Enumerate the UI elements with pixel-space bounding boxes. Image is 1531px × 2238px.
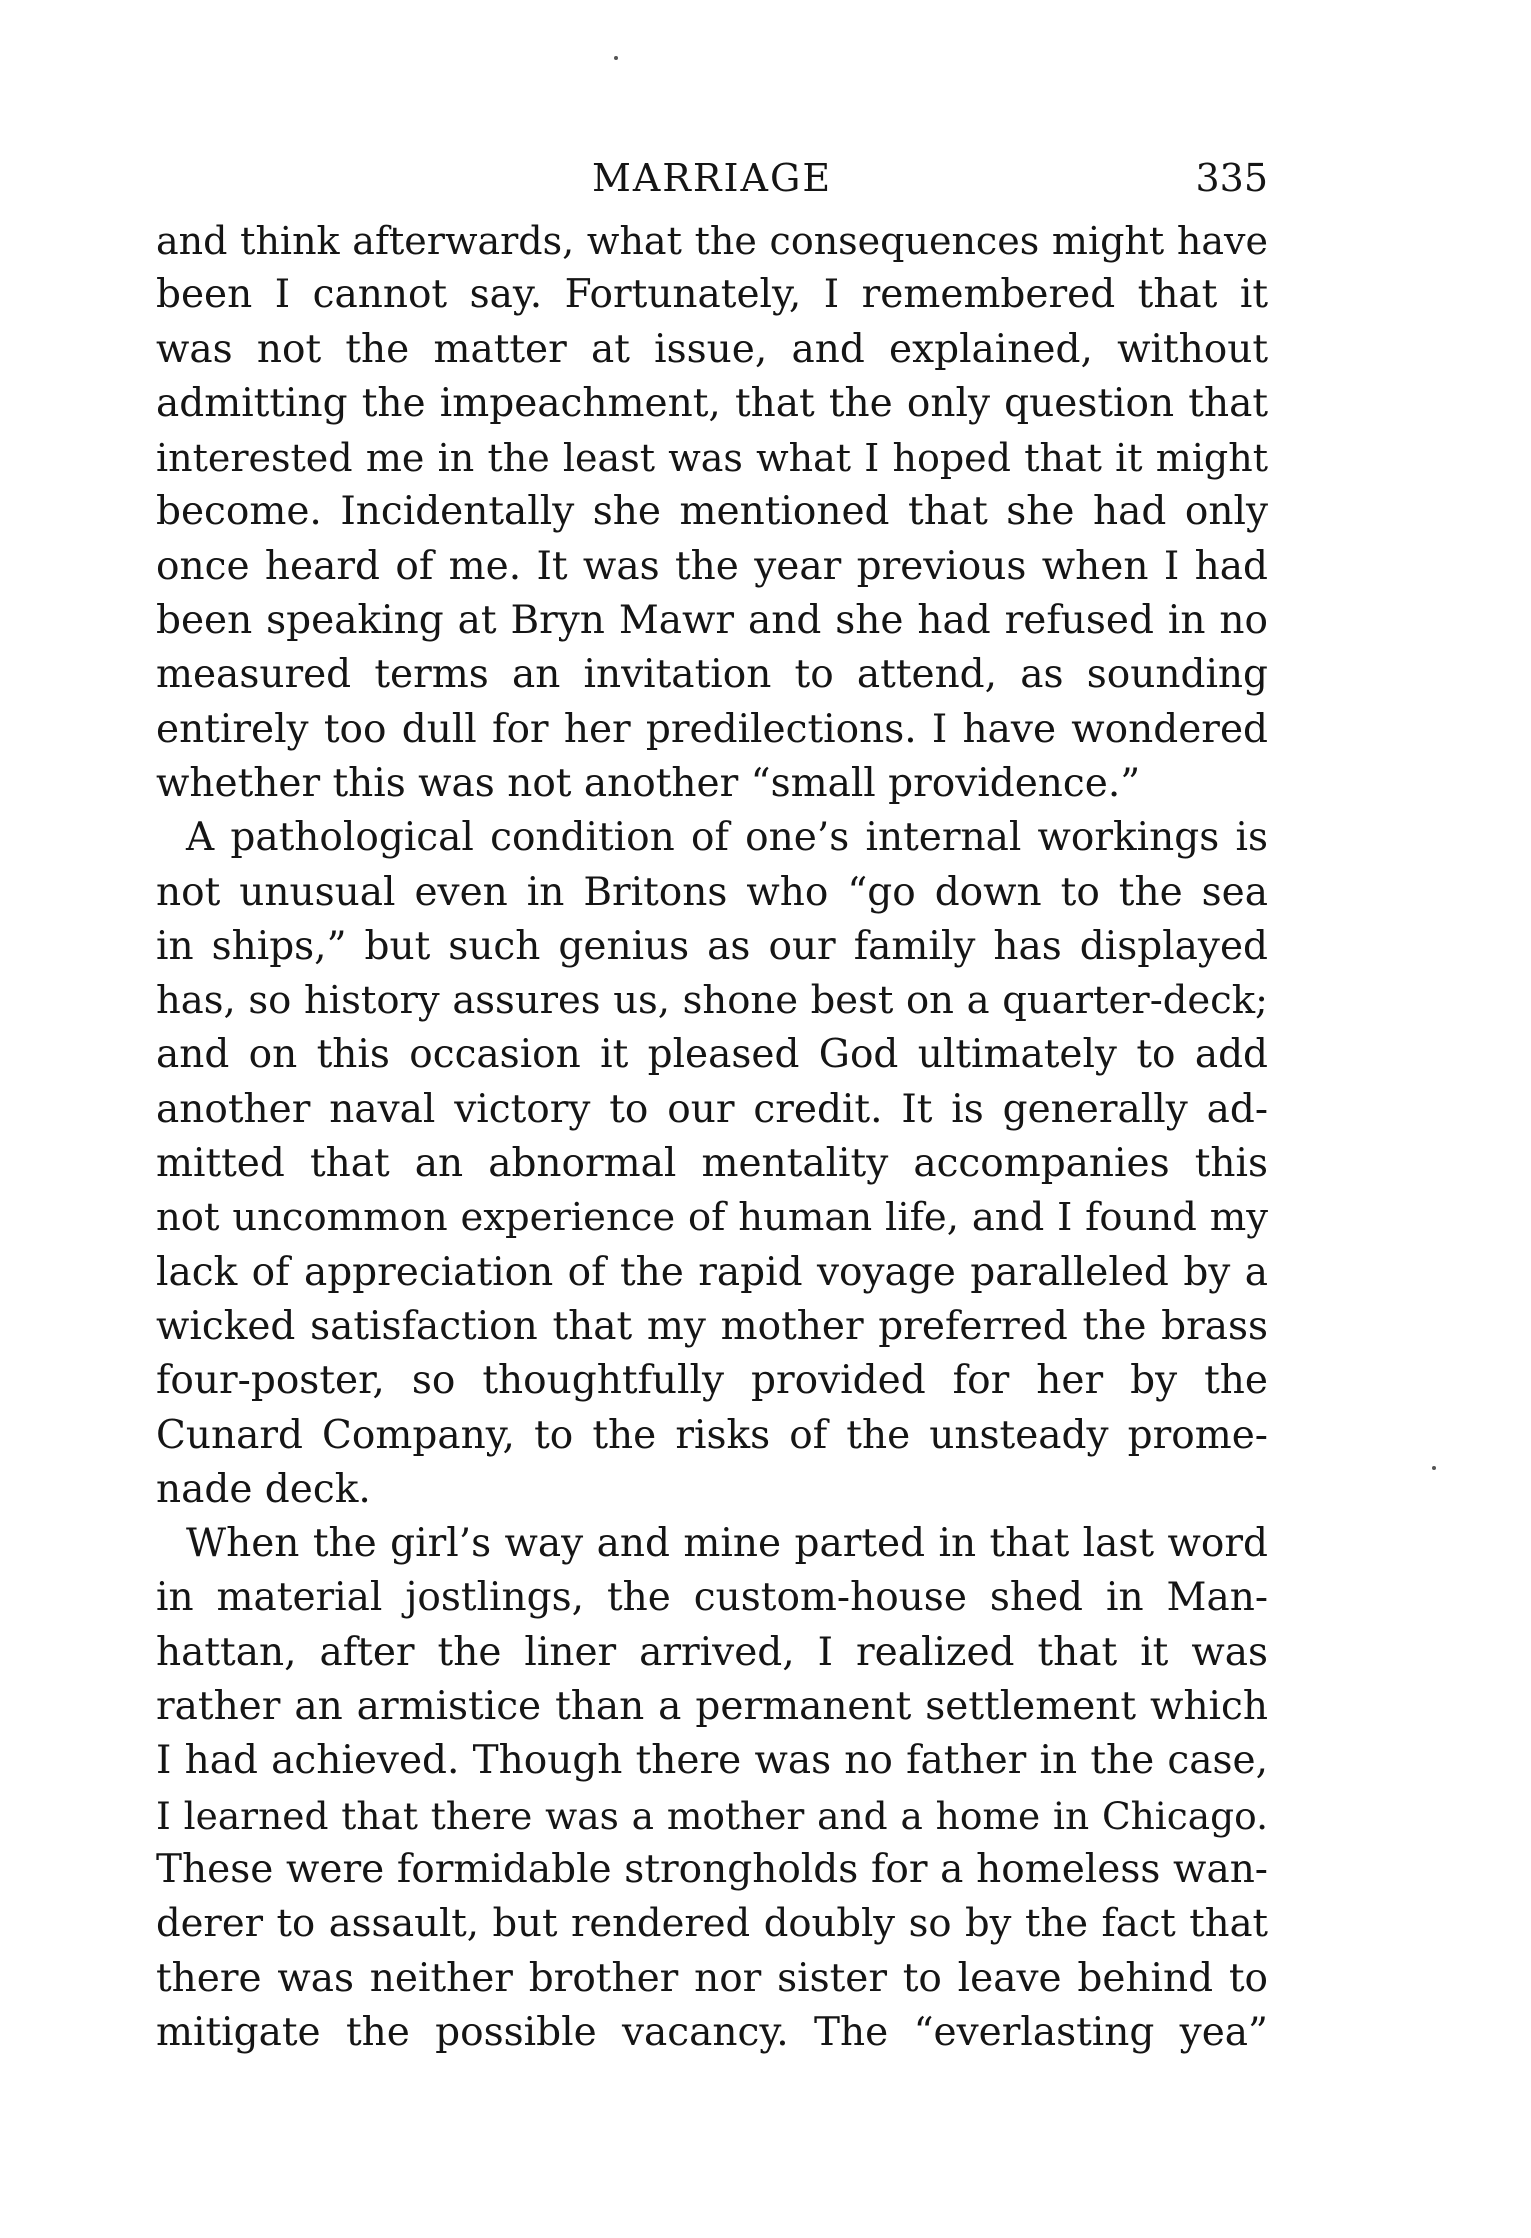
text-line: When the girl’s way and mine parted in that last word — [186, 1521, 1268, 1567]
text-line: four-poster, so thoughtfully provided for her by the — [156, 1358, 1268, 1404]
text-line: measured terms an invitation to attend, as sounding — [156, 652, 1268, 698]
text-line: and on this occasion it pleased God ultimately to add — [156, 1032, 1268, 1078]
text-line: whether this was not another “small providence.” — [156, 760, 1141, 806]
text-line: been I cannot say. Fortunately, I remembered that it — [156, 272, 1268, 318]
text-line: in material jostlings, the custom-house shed in Man- — [156, 1575, 1268, 1621]
text-line: there was neither brother nor sister to leave behind to — [156, 1955, 1268, 2001]
text-line: entirely too dull for her predilections. I have wondered — [156, 706, 1268, 752]
text-line: become. Incidentally she mentioned that she had only — [156, 489, 1268, 535]
text-line: I had achieved. Though there was no father in the case, — [156, 1738, 1268, 1784]
text-line: not unusual even in Britons who “go down to the sea — [156, 869, 1268, 915]
text-line: and think afterwards, what the consequences might have — [156, 219, 1268, 263]
text-line: mitted that an abnormal mentality accompanies this — [156, 1141, 1268, 1187]
text-line: These were formidable strongholds for a homeless wan- — [156, 1846, 1268, 1892]
text-line: not uncommon experience of human life, and I found my — [156, 1195, 1268, 1241]
text-line: wicked satisfaction that my mother preferred the brass — [156, 1303, 1268, 1349]
text-line: been speaking at Bryn Mawr and she had refused in no — [156, 598, 1268, 644]
text-line: derer to assault, but rendered doubly so by the fact that — [156, 1901, 1268, 1947]
text-line: I learned that there was a mother and a home in Chicago. — [156, 1793, 1268, 1838]
text-line: in ships,” but such genius as our family has displayed — [156, 923, 1268, 969]
text-line: another naval victory to our credit. It is generally ad- — [156, 1086, 1268, 1132]
text-line: Cunard Company, to the risks of the unsteady prome- — [156, 1412, 1268, 1458]
text-line: interested me in the least was what I hoped that it might — [156, 436, 1268, 481]
text-line: nade deck. — [156, 1466, 371, 1512]
ink-speck — [1432, 1466, 1436, 1470]
body-text — [156, 214, 1268, 2060]
running-title: MARRIAGE — [591, 156, 833, 200]
text-line: lack of appreciation of the rapid voyage paralleled by a — [156, 1249, 1268, 1295]
text-line: rather an armistice than a permanent settlement which — [156, 1684, 1268, 1730]
text-line: admitting the impeachment, that the only question that — [156, 380, 1268, 426]
running-head — [156, 148, 1268, 208]
page-number: 335 — [1195, 156, 1268, 200]
text-line: has, so history assures us, shone best on a quarter-deck; — [156, 978, 1268, 1024]
text-line: was not the matter at issue, and explained, without — [156, 326, 1268, 372]
text-line: A pathological condition of one’s internal workings is — [186, 815, 1268, 861]
text-line: hattan, after the liner arrived, I realized that it was — [156, 1629, 1268, 1675]
ink-speck — [614, 56, 618, 60]
text-line: once heard of me. It was the year previous when I had — [156, 543, 1268, 589]
text-line: mitigate the possible vacancy. The “everlasting yea” — [156, 2009, 1268, 2055]
